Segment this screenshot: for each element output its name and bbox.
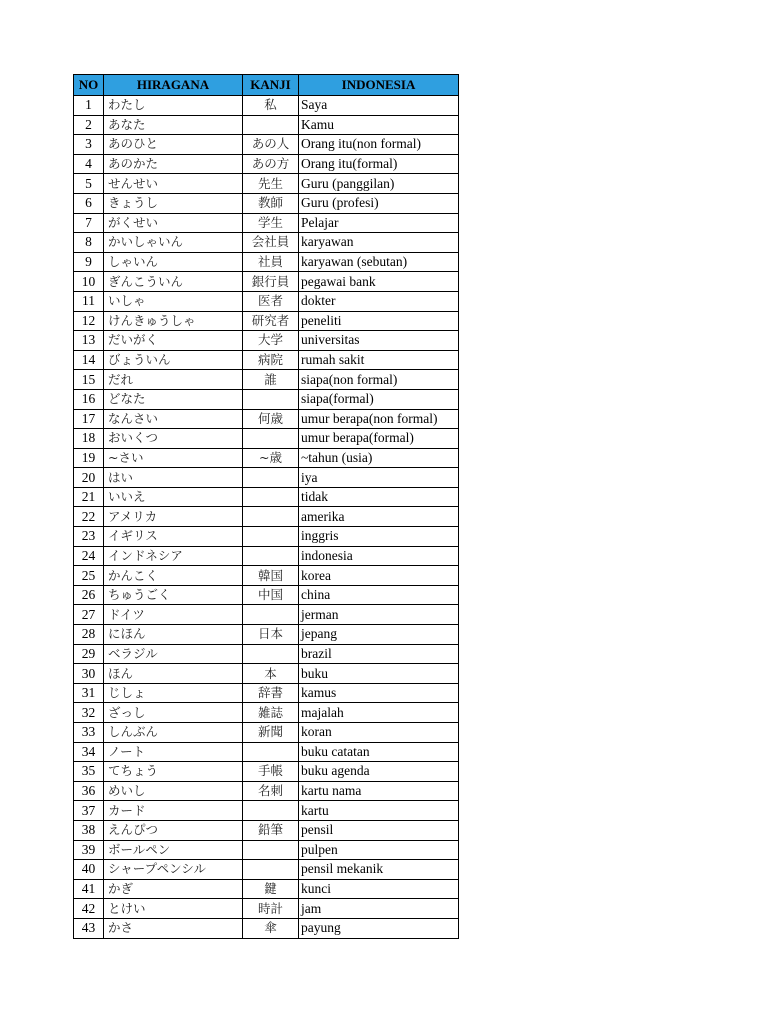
cell-no: 11 bbox=[74, 291, 104, 311]
table-row bbox=[74, 233, 459, 253]
cell-indonesia: buku catatan bbox=[299, 742, 459, 762]
table-row bbox=[74, 213, 459, 233]
cell-no: 35 bbox=[74, 762, 104, 782]
cell-no: 34 bbox=[74, 742, 104, 762]
cell-indonesia: pulpen bbox=[299, 840, 459, 860]
cell-indonesia: pensil bbox=[299, 820, 459, 840]
cell-hiragana: いいえ bbox=[104, 487, 243, 507]
table-row bbox=[74, 409, 459, 429]
cell-hiragana: なんさい bbox=[104, 409, 243, 429]
cell-kanji: 本 bbox=[243, 664, 299, 684]
cell-hiragana: ドイツ bbox=[104, 605, 243, 625]
cell-hiragana: あなた bbox=[104, 115, 243, 135]
cell-hiragana: にほん bbox=[104, 625, 243, 645]
cell-indonesia: kartu nama bbox=[299, 781, 459, 801]
cell-indonesia: umur berapa(formal) bbox=[299, 429, 459, 449]
cell-kanji bbox=[243, 429, 299, 449]
cell-kanji bbox=[243, 389, 299, 409]
cell-hiragana: ほん bbox=[104, 664, 243, 684]
cell-kanji: 何歳 bbox=[243, 409, 299, 429]
table-row bbox=[74, 801, 459, 821]
table-row bbox=[74, 703, 459, 723]
cell-no: 7 bbox=[74, 213, 104, 233]
table-row bbox=[74, 781, 459, 801]
cell-hiragana: ちゅうごく bbox=[104, 585, 243, 605]
cell-indonesia: china bbox=[299, 585, 459, 605]
table-row bbox=[74, 507, 459, 527]
cell-hiragana: とけい bbox=[104, 899, 243, 919]
cell-indonesia: rumah sakit bbox=[299, 350, 459, 370]
cell-indonesia: brazil bbox=[299, 644, 459, 664]
cell-no: 17 bbox=[74, 409, 104, 429]
cell-indonesia: Saya bbox=[299, 96, 459, 116]
cell-no: 28 bbox=[74, 625, 104, 645]
header-no: NO bbox=[74, 75, 104, 96]
cell-no: 2 bbox=[74, 115, 104, 135]
cell-kanji: あの方 bbox=[243, 154, 299, 174]
cell-indonesia: ~tahun (usia) bbox=[299, 448, 459, 468]
cell-hiragana: びょういん bbox=[104, 350, 243, 370]
cell-hiragana: しんぶん bbox=[104, 723, 243, 743]
cell-hiragana: あのひと bbox=[104, 135, 243, 155]
cell-indonesia: karyawan (sebutan) bbox=[299, 252, 459, 272]
cell-no: 20 bbox=[74, 468, 104, 488]
cell-no: 6 bbox=[74, 193, 104, 213]
cell-kanji bbox=[243, 801, 299, 821]
cell-kanji bbox=[243, 644, 299, 664]
cell-no: 13 bbox=[74, 331, 104, 351]
cell-hiragana: インドネシア bbox=[104, 546, 243, 566]
cell-no: 42 bbox=[74, 899, 104, 919]
table-row bbox=[74, 879, 459, 899]
table-row bbox=[74, 625, 459, 645]
table-row bbox=[74, 820, 459, 840]
cell-kanji: 大学 bbox=[243, 331, 299, 351]
cell-kanji bbox=[243, 742, 299, 762]
cell-indonesia: kamus bbox=[299, 683, 459, 703]
cell-no: 15 bbox=[74, 370, 104, 390]
cell-kanji: 雑誌 bbox=[243, 703, 299, 723]
cell-kanji: 誰 bbox=[243, 370, 299, 390]
cell-indonesia: majalah bbox=[299, 703, 459, 723]
table-row bbox=[74, 429, 459, 449]
cell-indonesia: siapa(formal) bbox=[299, 389, 459, 409]
cell-hiragana: ぎんこういん bbox=[104, 272, 243, 292]
cell-hiragana: どなた bbox=[104, 389, 243, 409]
cell-kanji bbox=[243, 860, 299, 880]
cell-hiragana: かいしゃいん bbox=[104, 233, 243, 253]
cell-kanji: 鍵 bbox=[243, 879, 299, 899]
cell-no: 21 bbox=[74, 487, 104, 507]
cell-no: 32 bbox=[74, 703, 104, 723]
cell-hiragana: だれ bbox=[104, 370, 243, 390]
cell-indonesia: inggris bbox=[299, 527, 459, 547]
cell-hiragana: はい bbox=[104, 468, 243, 488]
cell-no: 22 bbox=[74, 507, 104, 527]
cell-kanji: 銀行員 bbox=[243, 272, 299, 292]
table-row bbox=[74, 723, 459, 743]
cell-kanji: 研究者 bbox=[243, 311, 299, 331]
cell-kanji: 手帳 bbox=[243, 762, 299, 782]
table-row bbox=[74, 644, 459, 664]
cell-kanji: ~歳 bbox=[243, 448, 299, 468]
cell-indonesia: Guru (profesi) bbox=[299, 193, 459, 213]
cell-no: 14 bbox=[74, 350, 104, 370]
cell-kanji: 学生 bbox=[243, 213, 299, 233]
cell-no: 43 bbox=[74, 918, 104, 938]
table-row bbox=[74, 154, 459, 174]
cell-no: 40 bbox=[74, 860, 104, 880]
table-row bbox=[74, 272, 459, 292]
cell-kanji bbox=[243, 468, 299, 488]
cell-hiragana: かんこく bbox=[104, 566, 243, 586]
cell-kanji: 会社員 bbox=[243, 233, 299, 253]
table-row bbox=[74, 331, 459, 351]
cell-indonesia: buku bbox=[299, 664, 459, 684]
table-row bbox=[74, 742, 459, 762]
table-row bbox=[74, 115, 459, 135]
cell-hiragana: がくせい bbox=[104, 213, 243, 233]
cell-hiragana: ~さい bbox=[104, 448, 243, 468]
cell-indonesia: umur berapa(non formal) bbox=[299, 409, 459, 429]
cell-kanji: 名刺 bbox=[243, 781, 299, 801]
table-row bbox=[74, 566, 459, 586]
cell-hiragana: アメリカ bbox=[104, 507, 243, 527]
table-row bbox=[74, 311, 459, 331]
cell-no: 9 bbox=[74, 252, 104, 272]
cell-indonesia: Orang itu(non formal) bbox=[299, 135, 459, 155]
cell-no: 25 bbox=[74, 566, 104, 586]
cell-kanji: 新聞 bbox=[243, 723, 299, 743]
table-row bbox=[74, 448, 459, 468]
table-row bbox=[74, 174, 459, 194]
cell-hiragana: きょうし bbox=[104, 193, 243, 213]
cell-hiragana: じしょ bbox=[104, 683, 243, 703]
cell-no: 39 bbox=[74, 840, 104, 860]
cell-hiragana: いしゃ bbox=[104, 291, 243, 311]
table-row bbox=[74, 350, 459, 370]
cell-indonesia: pegawai bank bbox=[299, 272, 459, 292]
cell-kanji: 病院 bbox=[243, 350, 299, 370]
table-row bbox=[74, 546, 459, 566]
cell-hiragana: おいくつ bbox=[104, 429, 243, 449]
cell-kanji: 辞書 bbox=[243, 683, 299, 703]
cell-hiragana: ベラジル bbox=[104, 644, 243, 664]
cell-no: 33 bbox=[74, 723, 104, 743]
cell-kanji bbox=[243, 115, 299, 135]
cell-kanji: 日本 bbox=[243, 625, 299, 645]
cell-hiragana: シャープペンシル bbox=[104, 860, 243, 880]
table-row bbox=[74, 899, 459, 919]
cell-indonesia: tidak bbox=[299, 487, 459, 507]
cell-indonesia: karyawan bbox=[299, 233, 459, 253]
table-row bbox=[74, 605, 459, 625]
cell-kanji bbox=[243, 840, 299, 860]
cell-no: 31 bbox=[74, 683, 104, 703]
cell-hiragana: かぎ bbox=[104, 879, 243, 899]
cell-no: 19 bbox=[74, 448, 104, 468]
cell-no: 38 bbox=[74, 820, 104, 840]
cell-no: 8 bbox=[74, 233, 104, 253]
cell-kanji: あの人 bbox=[243, 135, 299, 155]
cell-hiragana: けんきゅうしゃ bbox=[104, 311, 243, 331]
cell-kanji: 傘 bbox=[243, 918, 299, 938]
cell-hiragana: だいがく bbox=[104, 331, 243, 351]
cell-indonesia: Orang itu(formal) bbox=[299, 154, 459, 174]
cell-kanji: 私 bbox=[243, 96, 299, 116]
cell-no: 18 bbox=[74, 429, 104, 449]
cell-indonesia: Guru (panggilan) bbox=[299, 174, 459, 194]
cell-hiragana: イギリス bbox=[104, 527, 243, 547]
cell-kanji: 先生 bbox=[243, 174, 299, 194]
table-row bbox=[74, 860, 459, 880]
header-hiragana: HIRAGANA bbox=[104, 75, 243, 96]
cell-kanji: 時計 bbox=[243, 899, 299, 919]
table-row bbox=[74, 193, 459, 213]
cell-hiragana: ボールペン bbox=[104, 840, 243, 860]
cell-indonesia: buku agenda bbox=[299, 762, 459, 782]
cell-no: 1 bbox=[74, 96, 104, 116]
cell-no: 29 bbox=[74, 644, 104, 664]
cell-kanji: 韓国 bbox=[243, 566, 299, 586]
cell-kanji bbox=[243, 507, 299, 527]
cell-indonesia: koran bbox=[299, 723, 459, 743]
cell-kanji: 中国 bbox=[243, 585, 299, 605]
cell-kanji: 社員 bbox=[243, 252, 299, 272]
cell-indonesia: amerika bbox=[299, 507, 459, 527]
cell-hiragana: しゃいん bbox=[104, 252, 243, 272]
cell-kanji: 鉛筆 bbox=[243, 820, 299, 840]
cell-kanji bbox=[243, 527, 299, 547]
cell-hiragana: わたし bbox=[104, 96, 243, 116]
cell-no: 24 bbox=[74, 546, 104, 566]
cell-indonesia: jerman bbox=[299, 605, 459, 625]
cell-no: 10 bbox=[74, 272, 104, 292]
cell-indonesia: indonesia bbox=[299, 546, 459, 566]
table-body bbox=[74, 96, 459, 939]
cell-indonesia: universitas bbox=[299, 331, 459, 351]
table-row bbox=[74, 389, 459, 409]
cell-kanji bbox=[243, 487, 299, 507]
table-row bbox=[74, 585, 459, 605]
table-row bbox=[74, 96, 459, 116]
cell-no: 27 bbox=[74, 605, 104, 625]
table-row bbox=[74, 840, 459, 860]
cell-no: 12 bbox=[74, 311, 104, 331]
table-row bbox=[74, 370, 459, 390]
cell-no: 37 bbox=[74, 801, 104, 821]
cell-kanji bbox=[243, 605, 299, 625]
cell-hiragana: ノート bbox=[104, 742, 243, 762]
cell-hiragana: ざっし bbox=[104, 703, 243, 723]
cell-indonesia: dokter bbox=[299, 291, 459, 311]
table-row bbox=[74, 762, 459, 782]
table-row bbox=[74, 291, 459, 311]
cell-no: 26 bbox=[74, 585, 104, 605]
vocabulary-table bbox=[73, 74, 459, 939]
cell-indonesia: peneliti bbox=[299, 311, 459, 331]
table-row bbox=[74, 918, 459, 938]
cell-kanji bbox=[243, 546, 299, 566]
cell-indonesia: payung bbox=[299, 918, 459, 938]
cell-hiragana: カード bbox=[104, 801, 243, 821]
cell-no: 36 bbox=[74, 781, 104, 801]
cell-indonesia: siapa(non formal) bbox=[299, 370, 459, 390]
cell-indonesia: iya bbox=[299, 468, 459, 488]
table-row bbox=[74, 135, 459, 155]
cell-hiragana: せんせい bbox=[104, 174, 243, 194]
cell-indonesia: korea bbox=[299, 566, 459, 586]
cell-hiragana: てちょう bbox=[104, 762, 243, 782]
cell-indonesia: jepang bbox=[299, 625, 459, 645]
cell-no: 4 bbox=[74, 154, 104, 174]
cell-kanji: 教師 bbox=[243, 193, 299, 213]
table-row bbox=[74, 527, 459, 547]
header-indonesia: INDONESIA bbox=[299, 75, 459, 96]
table-row bbox=[74, 664, 459, 684]
cell-no: 30 bbox=[74, 664, 104, 684]
cell-indonesia: Pelajar bbox=[299, 213, 459, 233]
table-row bbox=[74, 487, 459, 507]
cell-no: 41 bbox=[74, 879, 104, 899]
cell-indonesia: kunci bbox=[299, 879, 459, 899]
cell-hiragana: えんぴつ bbox=[104, 820, 243, 840]
header-kanji: KANJI bbox=[243, 75, 299, 96]
cell-indonesia: kartu bbox=[299, 801, 459, 821]
cell-no: 16 bbox=[74, 389, 104, 409]
cell-hiragana: あのかた bbox=[104, 154, 243, 174]
cell-hiragana: めいし bbox=[104, 781, 243, 801]
table-header-row bbox=[74, 75, 459, 96]
cell-hiragana: かさ bbox=[104, 918, 243, 938]
cell-indonesia: Kamu bbox=[299, 115, 459, 135]
cell-indonesia: jam bbox=[299, 899, 459, 919]
cell-no: 23 bbox=[74, 527, 104, 547]
cell-no: 3 bbox=[74, 135, 104, 155]
cell-no: 5 bbox=[74, 174, 104, 194]
table-row bbox=[74, 468, 459, 488]
table-row bbox=[74, 252, 459, 272]
cell-indonesia: pensil mekanik bbox=[299, 860, 459, 880]
cell-kanji: 医者 bbox=[243, 291, 299, 311]
table-row bbox=[74, 683, 459, 703]
